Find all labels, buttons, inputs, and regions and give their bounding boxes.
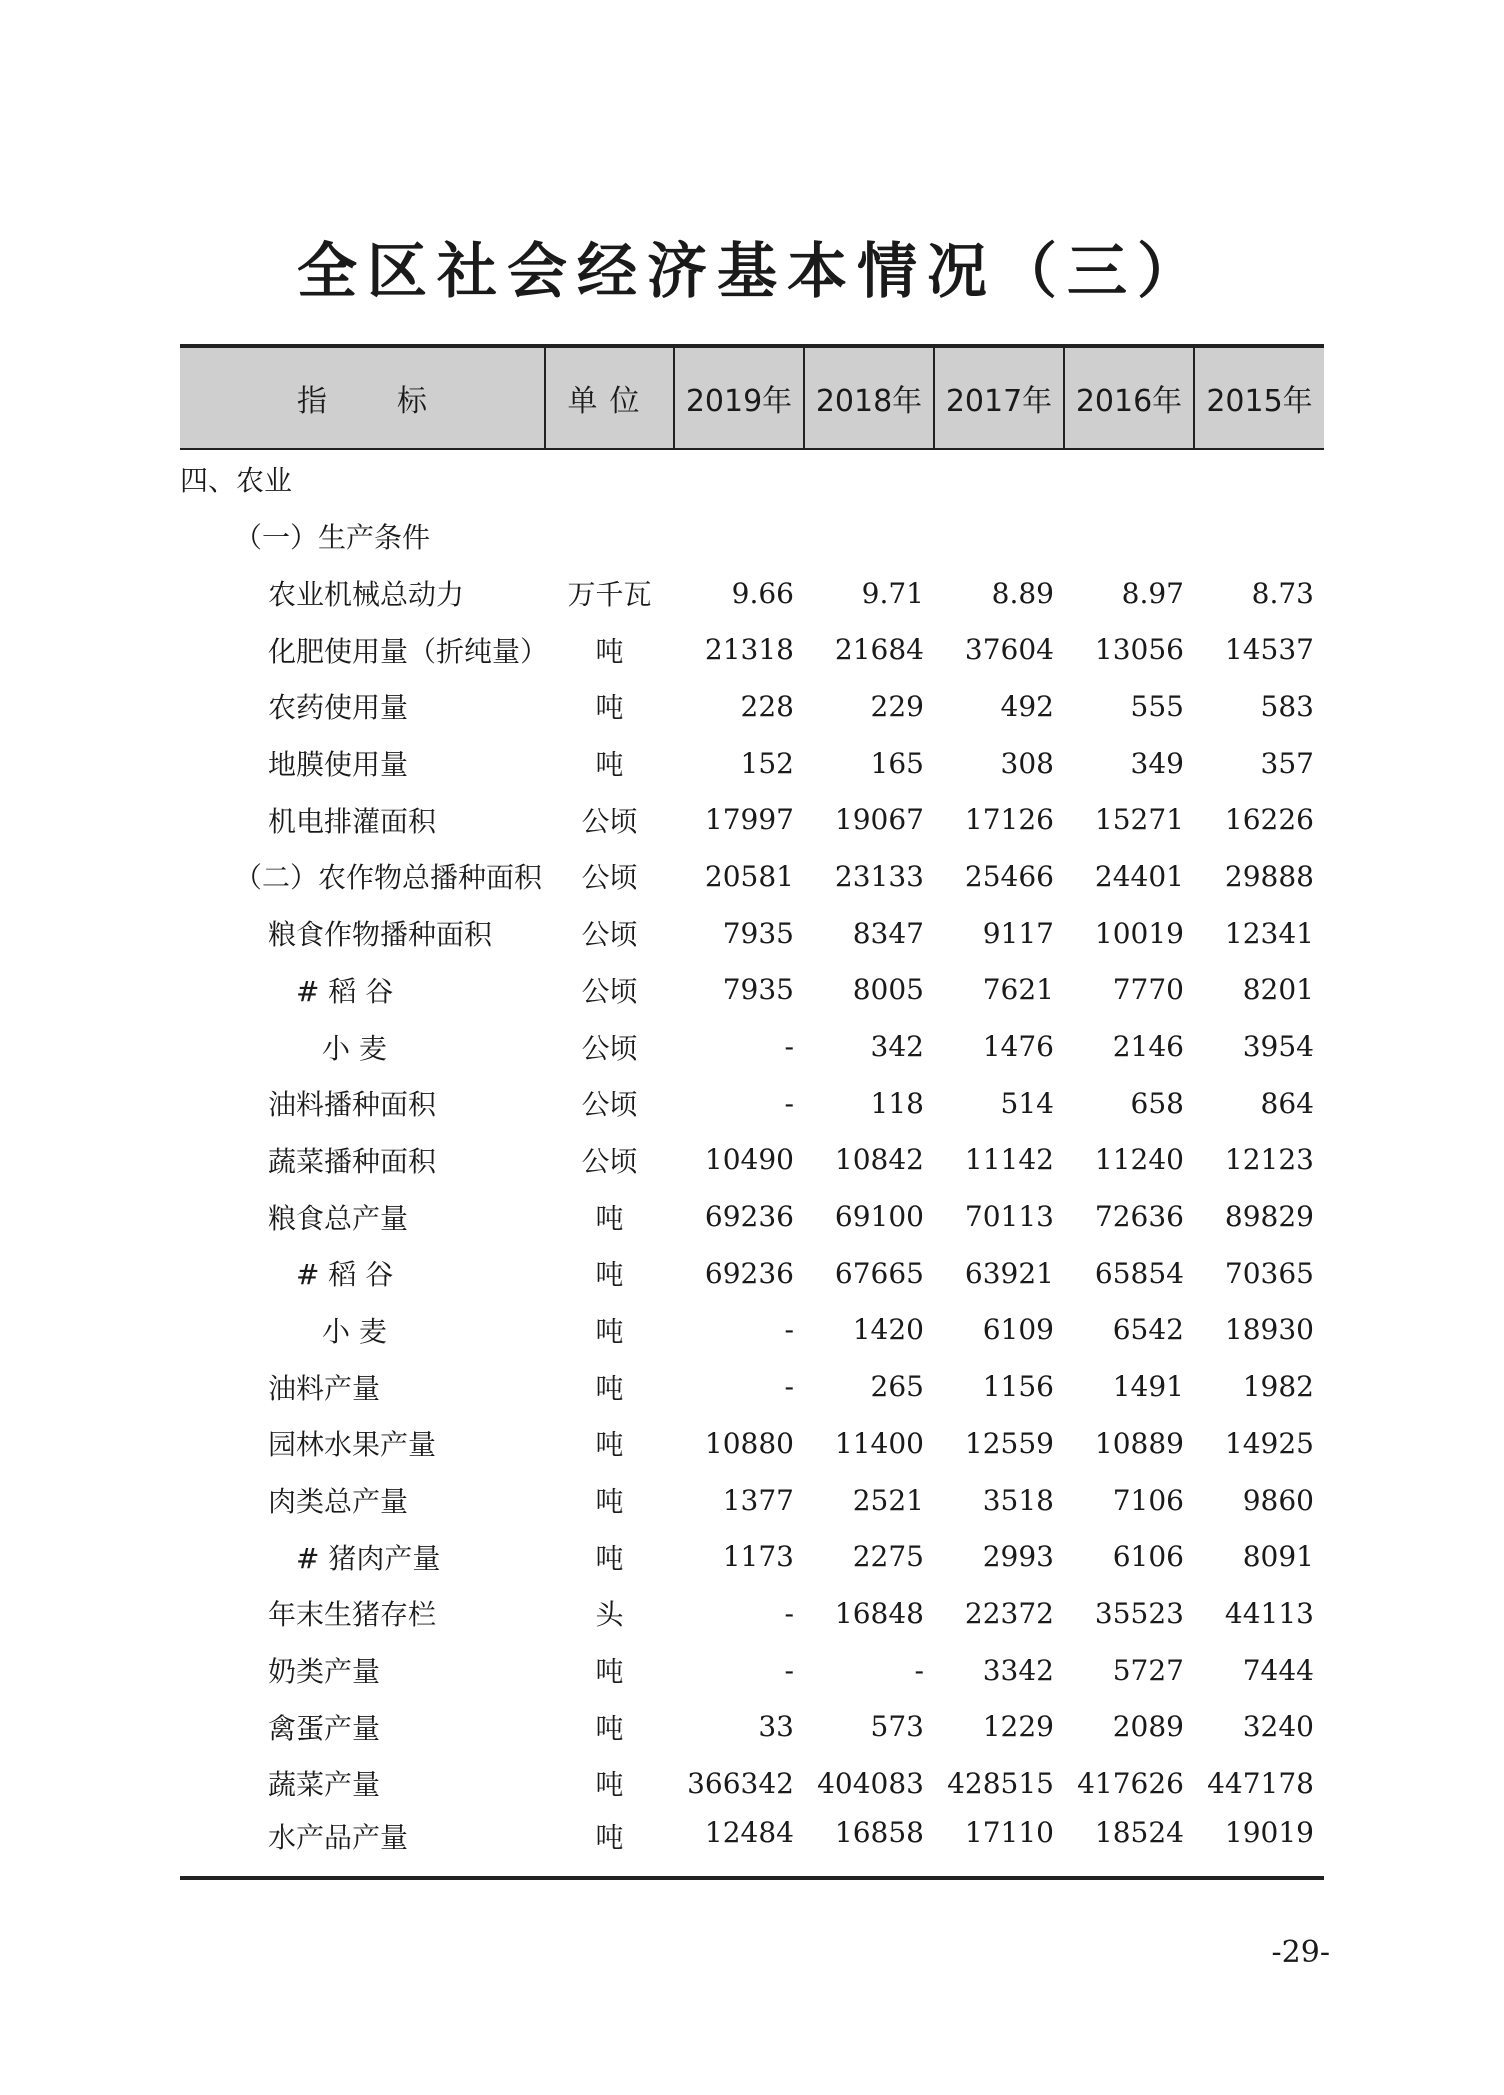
cell-value: 265 <box>870 1370 924 1404</box>
cell-value: 9.71 <box>861 576 924 610</box>
cell-value: 21684 <box>834 633 924 667</box>
cell-value <box>804 508 934 565</box>
cell-value: 229 <box>870 689 924 723</box>
table-body <box>180 449 1324 1878</box>
row-unit: 吨 <box>595 691 624 725</box>
cell-value: 10842 <box>834 1143 924 1177</box>
cell-value: 20581 <box>704 859 794 893</box>
cell-value: 9860 <box>1242 1483 1314 1517</box>
cell-value: 11240 <box>1094 1143 1184 1177</box>
cell-value: 10889 <box>1094 1426 1184 1460</box>
table-row <box>180 1245 1324 1302</box>
cell-value: 12559 <box>964 1426 1054 1460</box>
cell-value: 17997 <box>704 803 794 837</box>
cell-value: 89829 <box>1224 1200 1314 1234</box>
row-label: 水产品产量 <box>268 1820 409 1854</box>
row-unit: 吨 <box>595 1655 624 1689</box>
row-label: （二）农作物总播种面积 <box>234 861 543 895</box>
cell-value: 658 <box>1130 1086 1184 1120</box>
cell-value: 7935 <box>722 916 794 950</box>
cell-value: 11400 <box>834 1426 924 1460</box>
cell-value: 69100 <box>834 1200 924 1234</box>
cell-value: 2521 <box>852 1483 924 1517</box>
cell-value: 514 <box>1000 1086 1054 1120</box>
page-title: 全区社会经济基本情况（三） <box>297 237 1207 307</box>
cell-value: 2146 <box>1112 1030 1184 1064</box>
cell-value: 18524 <box>1094 1815 1184 1849</box>
unit-header: 单位 <box>545 346 674 449</box>
cell-value: 67665 <box>834 1256 924 1290</box>
cell-value: - <box>784 1030 794 1064</box>
cell-value: 18930 <box>1224 1313 1314 1347</box>
cell-value: 70113 <box>964 1200 1054 1234</box>
cell-value: 1229 <box>982 1710 1054 1744</box>
table-row <box>180 735 1324 792</box>
cell-value: 29888 <box>1224 859 1314 893</box>
table-row <box>180 905 1324 962</box>
cell-value: 15271 <box>1094 803 1184 837</box>
cell-value: 9117 <box>982 916 1054 950</box>
row-label: 年末生猪存栏 <box>268 1598 437 1632</box>
cell-value: 12484 <box>704 1815 794 1849</box>
row-unit: 吨 <box>595 1541 624 1575</box>
table-row <box>180 1188 1324 1245</box>
cell-value: 19019 <box>1224 1815 1314 1849</box>
row-unit: 吨 <box>595 1201 624 1235</box>
table-row <box>180 848 1324 905</box>
row-label: 小 麦 <box>322 1314 387 1348</box>
year-header: 2019年 <box>674 346 804 449</box>
row-unit: 公顷 <box>581 804 638 838</box>
cell-value: 23133 <box>834 859 924 893</box>
cell-value: 8201 <box>1242 973 1314 1007</box>
cell-value: 11142 <box>964 1143 1054 1177</box>
row-label: 小 麦 <box>322 1031 387 1065</box>
cell-value: 22372 <box>964 1596 1054 1630</box>
table-row <box>180 449 1324 508</box>
row-label: 农药使用量 <box>268 691 409 725</box>
cell-value <box>674 449 804 508</box>
cell-value <box>1064 508 1194 565</box>
row-unit: 公顷 <box>581 1144 638 1178</box>
cell-value: - <box>784 1653 794 1687</box>
cell-value: 14925 <box>1224 1426 1314 1460</box>
cell-value: 1476 <box>982 1030 1054 1064</box>
table-row <box>180 1472 1324 1529</box>
cell-value: 72636 <box>1094 1200 1184 1234</box>
cell-value: 8091 <box>1242 1540 1314 1574</box>
row-label: （一）生产条件 <box>234 521 431 555</box>
table-row <box>180 565 1324 622</box>
cell-value: 1377 <box>722 1483 794 1517</box>
cell-value: 12341 <box>1224 916 1314 950</box>
row-unit: 吨 <box>595 1314 624 1348</box>
row-label: 蔬菜产量 <box>268 1768 381 1802</box>
cell-value: - <box>784 1313 794 1347</box>
row-unit: 吨 <box>595 1258 624 1292</box>
year-header: 2018年 <box>804 346 934 449</box>
cell-value: 308 <box>1000 746 1054 780</box>
cell-value: 2993 <box>982 1540 1054 1574</box>
table-row <box>180 1075 1324 1132</box>
cell-value: 69236 <box>704 1200 794 1234</box>
cell-value: 6109 <box>982 1313 1054 1347</box>
table-row <box>180 1812 1324 1878</box>
cell-value: 70365 <box>1224 1256 1314 1290</box>
row-unit: 吨 <box>595 1768 624 1802</box>
cell-value: 14537 <box>1224 633 1314 667</box>
cell-value: 6106 <box>1112 1540 1184 1574</box>
row-unit: 吨 <box>595 1820 624 1854</box>
table-row <box>180 1302 1324 1359</box>
row-unit: 吨 <box>595 634 624 668</box>
table-row <box>180 508 1324 565</box>
cell-value: 417626 <box>1077 1766 1184 1800</box>
cell-value: 1173 <box>722 1540 794 1574</box>
cell-value: 3518 <box>982 1483 1054 1517</box>
cell-value: - <box>784 1596 794 1630</box>
row-label: # 稻 谷 <box>296 1258 394 1292</box>
cell-value: 8347 <box>852 916 924 950</box>
table-row <box>180 1132 1324 1189</box>
cell-value: 366342 <box>687 1766 794 1800</box>
row-label: 油料产量 <box>268 1371 381 1405</box>
cell-value: 5727 <box>1112 1653 1184 1687</box>
cell-value: 16226 <box>1224 803 1314 837</box>
row-unit: 吨 <box>595 1371 624 1405</box>
cell-value: 228 <box>740 689 794 723</box>
cell-value: 7444 <box>1242 1653 1314 1687</box>
cell-value <box>934 449 1064 508</box>
cell-value: 2089 <box>1112 1710 1184 1744</box>
cell-value: 1420 <box>852 1313 924 1347</box>
cell-value: 3954 <box>1242 1030 1314 1064</box>
cell-value: 8.73 <box>1251 576 1314 610</box>
table-row <box>180 621 1324 678</box>
cell-value: 16858 <box>834 1815 924 1849</box>
table-row <box>180 1415 1324 1472</box>
row-label: 奶类产量 <box>268 1655 381 1689</box>
cell-value: 7770 <box>1112 973 1184 1007</box>
row-label: # 猪肉产量 <box>296 1541 441 1575</box>
row-label: 园林水果产量 <box>268 1428 437 1462</box>
row-unit: 吨 <box>595 748 624 782</box>
row-unit: 公顷 <box>581 918 638 952</box>
cell-value: 65854 <box>1094 1256 1184 1290</box>
row-unit: 公顷 <box>581 861 638 895</box>
row-unit <box>545 508 674 565</box>
row-label: 地膜使用量 <box>268 748 409 782</box>
cell-value: 8.97 <box>1121 576 1184 610</box>
statistics-table <box>180 344 1324 1880</box>
year-header: 2016年 <box>1064 346 1194 449</box>
cell-value: 573 <box>870 1710 924 1744</box>
cell-value: 33 <box>758 1710 794 1744</box>
cell-value: 349 <box>1130 746 1184 780</box>
row-label: 肉类总产量 <box>268 1485 409 1519</box>
cell-value: 25466 <box>964 859 1054 893</box>
cell-value <box>674 508 804 565</box>
row-unit: 公顷 <box>581 1031 638 1065</box>
cell-value: 1982 <box>1242 1370 1314 1404</box>
table-row <box>180 962 1324 1019</box>
row-unit: 吨 <box>595 1485 624 1519</box>
cell-value: 37604 <box>964 633 1054 667</box>
row-label: # 稻 谷 <box>296 974 394 1008</box>
cell-value: 1156 <box>982 1370 1054 1404</box>
row-unit: 公顷 <box>581 974 638 1008</box>
cell-value: 152 <box>740 746 794 780</box>
indicator-header: 指标 <box>180 346 545 449</box>
cell-value: 10880 <box>704 1426 794 1460</box>
row-label: 农业机械总动力 <box>268 578 465 612</box>
cell-value: 6542 <box>1112 1313 1184 1347</box>
cell-value: 8.89 <box>991 576 1054 610</box>
table-row <box>180 1585 1324 1642</box>
row-unit: 公顷 <box>581 1088 638 1122</box>
cell-value: 10490 <box>704 1143 794 1177</box>
cell-value: 44113 <box>1224 1596 1314 1630</box>
table-row <box>180 1698 1324 1755</box>
cell-value: 12123 <box>1224 1143 1314 1177</box>
cell-value: 864 <box>1260 1086 1314 1120</box>
year-header: 2017年 <box>934 346 1064 449</box>
row-unit: 吨 <box>595 1711 624 1745</box>
cell-value: 3240 <box>1242 1710 1314 1744</box>
cell-value: - <box>784 1370 794 1404</box>
cell-value: 17126 <box>964 803 1054 837</box>
cell-value: - <box>914 1653 924 1687</box>
cell-value: 428515 <box>947 1766 1054 1800</box>
table-header-row <box>180 346 1324 449</box>
cell-value: 24401 <box>1094 859 1184 893</box>
cell-value: 35523 <box>1094 1596 1184 1630</box>
cell-value: 13056 <box>1094 633 1184 667</box>
cell-value: 404083 <box>817 1766 924 1800</box>
row-unit: 万千瓦 <box>567 578 652 612</box>
cell-value: 118 <box>870 1086 924 1120</box>
cell-value: 165 <box>870 746 924 780</box>
table-row <box>180 1755 1324 1812</box>
cell-value <box>1194 449 1324 508</box>
table-row <box>180 1358 1324 1415</box>
cell-value: 7106 <box>1112 1483 1184 1517</box>
table-row <box>180 678 1324 735</box>
cell-value: 1491 <box>1112 1370 1184 1404</box>
row-label: 蔬菜播种面积 <box>268 1144 437 1178</box>
row-unit: 头 <box>595 1598 624 1632</box>
cell-value: 16848 <box>834 1596 924 1630</box>
row-label: 禽蛋产量 <box>268 1711 381 1745</box>
cell-value: 555 <box>1130 689 1184 723</box>
table-row <box>180 1018 1324 1075</box>
row-label: 粮食作物播种面积 <box>268 918 493 952</box>
cell-value: 447178 <box>1207 1766 1314 1800</box>
cell-value: 2275 <box>852 1540 924 1574</box>
cell-value <box>1064 449 1194 508</box>
row-label: 化肥使用量（折纯量） <box>268 634 549 668</box>
row-label: 机电排灌面积 <box>268 804 437 838</box>
page-number: -29- <box>1271 1935 1330 1970</box>
cell-value: 63921 <box>964 1256 1054 1290</box>
cell-value: 357 <box>1260 746 1314 780</box>
cell-value: 7935 <box>722 973 794 1007</box>
cell-value <box>804 449 934 508</box>
cell-value: 342 <box>870 1030 924 1064</box>
cell-value: 7621 <box>982 973 1054 1007</box>
cell-value: 3342 <box>982 1653 1054 1687</box>
row-label: 四、农业 <box>180 464 293 497</box>
cell-value: - <box>784 1086 794 1120</box>
cell-value: 8005 <box>852 973 924 1007</box>
row-unit: 吨 <box>595 1428 624 1462</box>
cell-value: 21318 <box>704 633 794 667</box>
cell-value: 10019 <box>1094 916 1184 950</box>
row-label: 粮食总产量 <box>268 1201 409 1235</box>
cell-value: 17110 <box>964 1815 1054 1849</box>
cell-value: 9.66 <box>731 576 794 610</box>
cell-value <box>1194 508 1324 565</box>
cell-value: 19067 <box>834 803 924 837</box>
cell-value: 492 <box>1000 689 1054 723</box>
cell-value: 583 <box>1260 689 1314 723</box>
table-row <box>180 1642 1324 1699</box>
table-row <box>180 1528 1324 1585</box>
cell-value: 69236 <box>704 1256 794 1290</box>
row-unit <box>545 449 674 508</box>
cell-value <box>934 508 1064 565</box>
year-header: 2015年 <box>1194 346 1324 449</box>
table-row <box>180 791 1324 848</box>
row-label: 油料播种面积 <box>268 1088 437 1122</box>
